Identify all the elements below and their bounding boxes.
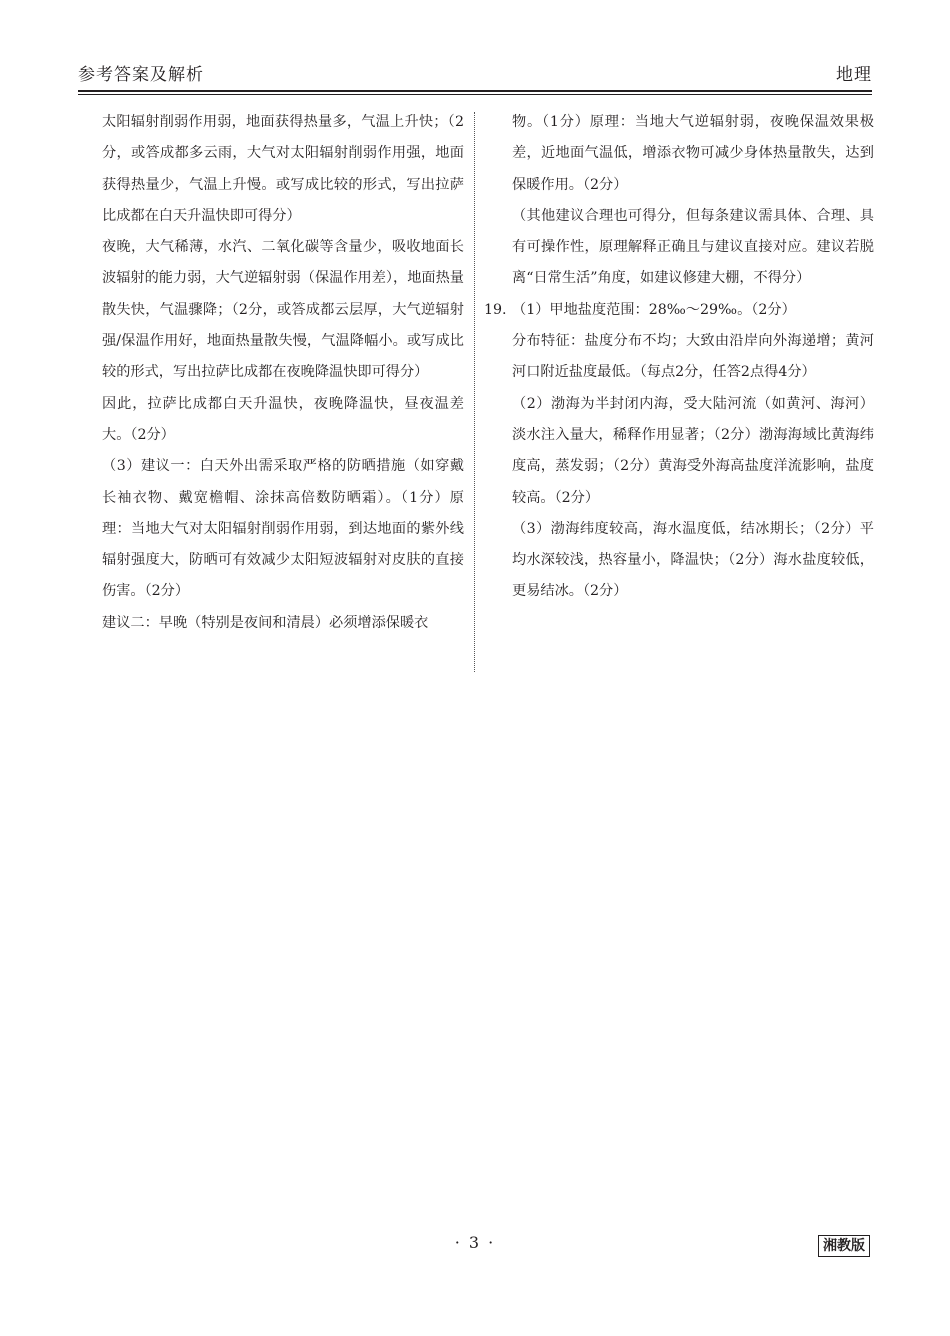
header-rule-thin <box>78 94 872 95</box>
paragraph: 分布特征：盐度分布不均；大致由沿岸向外海递增；黄河河口附近盐度最低。（每点2分，任答2点得4分） <box>512 333 874 381</box>
question-19 <box>484 295 874 326</box>
column-divider <box>474 112 475 672</box>
header-subject: 地理 <box>836 65 872 85</box>
header-rule-thick <box>78 90 872 92</box>
left-column <box>102 107 464 639</box>
paragraph: （其他建议合理也可得分，但每条建议需具体、合理、具有可操作性，原理解释正确且与建议直接对应。建议若脱离“日常生活”角度，如建议修建大棚，不得分） <box>512 207 874 287</box>
paragraph: （2）渤海为半封闭内海，受大陆河流（如黄河、海河）淡水注入量大，稀释作用显著；（2分）渤海海域比黄海纬度高，蒸发弱；（2分）黄海受外海高盐度洋流影响，盐度较高。（2分） <box>512 395 874 506</box>
paragraph: 因此，拉萨比成都白天升温快，夜晚降温快，昼夜温差大。（2分） <box>102 395 464 443</box>
paragraph: （1）甲地盐度范围：28‰～29‰。（2分） <box>512 301 796 318</box>
page-header <box>78 60 872 88</box>
paragraph: 物。（1分）原理：当地大气逆辐射弱，夜晚保温效果极差，近地面气温低，增添衣物可减少身体热量散失，达到保暖作用。（2分） <box>512 114 874 193</box>
header-title: 参考答案及解析 <box>78 65 204 85</box>
right-column <box>484 107 874 608</box>
paragraph: （3）渤海纬度较高，海水温度低，结冰期长；（2分）平均水深较浅，热容量小，降温快；（2分）海水盐度较低，更易结冰。（2分） <box>512 520 874 600</box>
edition-badge: 湘教版 <box>818 1235 870 1257</box>
paragraph: （3）建议一：白天外出需采取严格的防晒措施（如穿戴长袖衣物、戴宽檐帽、涂抹高倍数防晒霜）。（1分）原理：当地大气对太阳辐射削弱作用弱，到达地面的紫外线辐射强度大，防晒可有效减少太阳短波辐射对皮肤的直接伤害。（2分） <box>102 458 464 600</box>
paragraph: 太阳辐射削弱作用弱，地面获得热量多，气温上升快；（2分，或答成都多云雨，大气对太阳辐射削弱作用强，地面获得热量少，气温上升慢。或写成比较的形式，写出拉萨比成都在白天升温快即可得分） <box>102 114 464 224</box>
paragraph: 夜晚，大气稀薄，水汽、二氧化碳等含量少，吸收地面长波辐射的能力弱，大气逆辐射弱（保温作用差），地面热量散失快，气温骤降；（2分，或答成都云层厚，大气逆辐射强/保温作用好，地面热量散失慢，气温降幅小。或写成比较的形式，写出拉萨比成都在夜晚降温快即可得分） <box>102 239 464 381</box>
question-number: 19. <box>484 301 507 318</box>
paragraph: 建议二：早晚（特别是夜间和清晨）必须增添保暖衣 <box>102 614 429 631</box>
page-number: · 3 · <box>454 1233 496 1252</box>
